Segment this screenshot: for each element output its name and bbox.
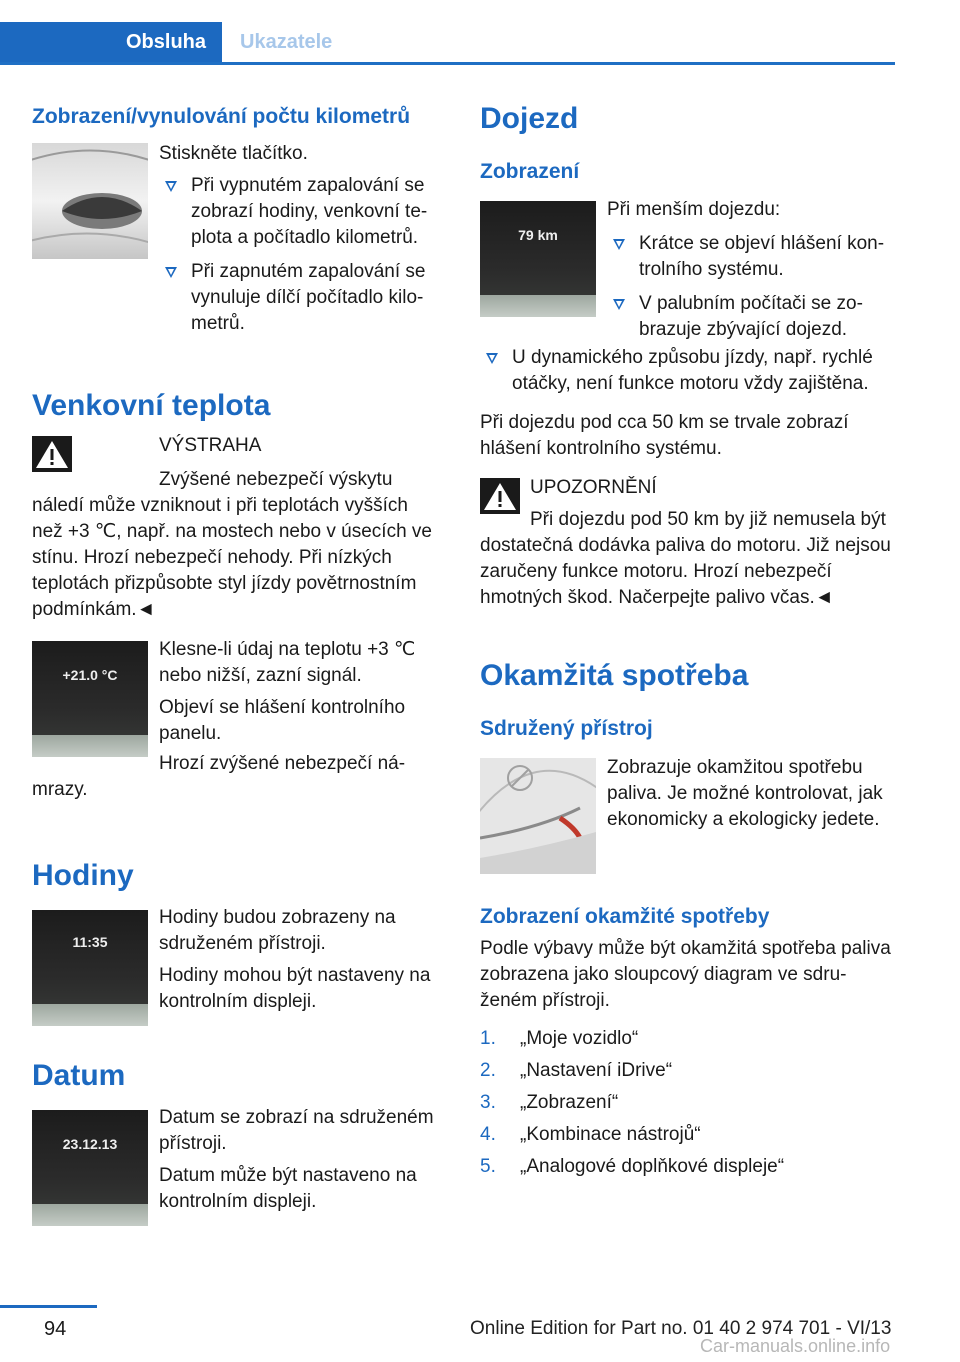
bullet-triangle-icon (165, 267, 177, 278)
bullet-triangle-icon (165, 181, 177, 192)
clock-lcd: 11:35 (72, 934, 108, 950)
temperature-lcd: +21.0 °C (62, 667, 118, 683)
clock-paragraph-2: Hodiny mohou být nastaveny na kontrolním displeji. (159, 965, 431, 1012)
tab-ukazatele[interactable]: Ukazatele (240, 31, 333, 53)
temp-paragraph-1: Klesne-li údaj na teplotu +3 ℃ nebo nižší, zazní signál. (159, 639, 416, 686)
range-heading: Dojezd (480, 102, 579, 135)
temp-paragraph-2: Objeví se hlášení kontrolního panelu. (159, 697, 406, 744)
date-paragraph-2: Datum může být nastaveno na kontrolním displeji. (159, 1165, 417, 1212)
gauge-image (480, 758, 596, 874)
notice-text: Při dojezdu pod 50 km by již nemusela být dostatečná dodávka paliva do motoru. Již nejsou zaručeny funkce motoru. Hrozí nebezpečí hmotných škod. Načerpejte palivo včas.◄ (480, 509, 891, 608)
consumption-heading: Okamžitá spotřeba (480, 659, 749, 692)
list-item: Krátce se objeví hlášení kontrolního systému. (607, 231, 897, 283)
list-item: 5. „Analogové doplňkové displeje“ (480, 1156, 785, 1177)
range-subheading: Zobrazení (480, 160, 580, 183)
range-lcd: 79 km (518, 227, 558, 243)
warning-label: VÝSTRAHA (159, 435, 262, 456)
page-number: 94 (44, 1318, 67, 1340)
list-item: 2. „Nastavení iDrive“ (480, 1060, 673, 1081)
gauge-icon (480, 758, 596, 874)
bullet-triangle-icon (486, 353, 498, 364)
warning-text: Zvýšené nebezpečí výskytu náledí může vzniknout i při teplotách vyšších než +3 ℃, např. na mostech nebo v úsecích ve stínu. Hrozí nebezpečí nehody. Při nízkých teplotách přizpůsobte styl jízdy povětrnostním podmínkám.◄ (32, 469, 432, 620)
consumption-paragraph: Zobrazuje okamžitou spotřebu paliva. Je možné kontrolovat, jak ekonomicky a ekologicky jedete. (607, 757, 883, 830)
list-item: V palubním počítači se zobrazuje zbývající dojezd. (607, 291, 897, 343)
chapter-tabs (0, 22, 895, 65)
clock-paragraph-1: Hodiny budou zobrazeny na sdruženém přístroji. (159, 907, 396, 954)
list-item: 3. „Zobrazení“ (480, 1092, 619, 1113)
watermark: Car-manuals.online.info (700, 1336, 891, 1356)
footer-bar (0, 1305, 97, 1308)
date-paragraph-1: Datum se zobrazí na sdruženém přístroji. (159, 1107, 434, 1154)
reset-button-icon (32, 143, 148, 259)
tab-obsluha[interactable] (0, 22, 222, 62)
list-item: 4. „Kombinace nástrojů“ (480, 1124, 701, 1145)
date-lcd: 23.12.13 (62, 1136, 118, 1152)
list-item: Při zapnutém zapalování se vynuluje dílčí počítadlo kilometrů. (159, 259, 444, 337)
odometer-heading: Zobrazení/vynulování počtu kilometrů (32, 105, 411, 128)
list-item: U dynamického způsobu jízdy, např. rychlé otáčky, není funkce motoru vždy zajištěna. (480, 345, 927, 397)
range-display-image (480, 201, 596, 317)
date-display-image (32, 1110, 148, 1226)
outside-temperature-heading: Venkovní teplota (32, 389, 271, 422)
range-paragraph: Při dojezdu pod cca 50 km se trvale zobrazí hlášení kontrolního systému. (480, 412, 849, 459)
consumption-subheading: Sdružený přístroj (480, 717, 653, 740)
consumption-paragraph-2: Podle výbavy může být okamžitá spotřeba paliva zobrazena jako sloupcový diagram ve sdruženém přístroji. (480, 938, 891, 1011)
list-item: 1. „Moje vozidlo“ (480, 1028, 639, 1049)
odometer-intro: Stiskněte tlačítko. (159, 143, 308, 164)
reset-button-image (32, 143, 148, 259)
list-item: Při vypnutém zapalování se zobrazí hodiny, venkovní teplota a počítadlo kilometrů. (159, 173, 444, 251)
notice-label: UPOZORNĚNÍ (530, 477, 657, 498)
menu-path-list (480, 1026, 895, 1186)
clock-display-image (32, 910, 148, 1026)
bullet-triangle-icon (613, 239, 625, 250)
temp-paragraph-3: Hrozí zvýšené nebezpečí námrazy. (32, 753, 406, 800)
clock-heading: Hodiny (32, 859, 134, 892)
range-intro: Při menším dojezdu: (607, 199, 781, 220)
tab-obsluha-label: Obsluha (125, 31, 206, 53)
temperature-display-image (32, 641, 148, 757)
bullet-triangle-icon (613, 299, 625, 310)
date-heading: Datum (32, 1059, 126, 1092)
edition-text: Online Edition for Part no. 01 40 2 974 701 - VI/13 (470, 1318, 892, 1339)
consumption-display-subheading: Zobrazení okamžité spotřeby (480, 905, 770, 928)
